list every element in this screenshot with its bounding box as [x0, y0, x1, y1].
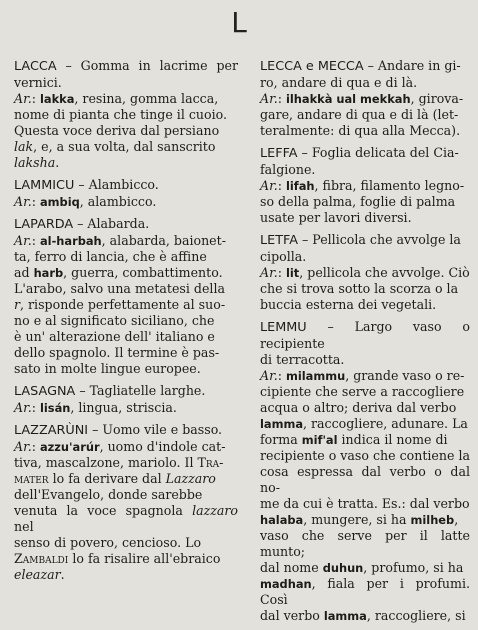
entry-text: Ar.: [14, 194, 32, 209]
entry-text: nome di pianta che tinge il cuoio.: [14, 107, 227, 122]
entry-line: [14, 567, 238, 583]
arabic-word: lamma: [323, 609, 367, 623]
arabic-word: lifah: [285, 179, 315, 193]
entry-text: , guerra, combattimento.: [63, 265, 223, 280]
entry-text: indica il nome di: [337, 432, 448, 447]
entry-line: [14, 233, 238, 249]
dictionary-entry: [260, 319, 470, 624]
entry-headword: LAPARDA: [14, 217, 74, 232]
entry-headword: LEMMU: [260, 320, 307, 335]
arabic-word: duhun: [322, 561, 364, 575]
entry-text: ro, andare di qua e di là.: [260, 75, 418, 90]
entry-line: [260, 352, 470, 368]
entry-definition: Alambicco.: [88, 177, 159, 192]
arabic-word: milheb: [410, 513, 455, 527]
entry-definition: Foglia delicata del Cia-: [311, 145, 459, 160]
entry-text: , e, a sua volta, dal sanscrito: [33, 139, 216, 154]
entry-definition: Uomo vile e basso.: [102, 422, 223, 437]
entry-text: r: [14, 297, 21, 312]
entry-definition: Largo vaso o recipiente: [260, 319, 470, 351]
entry-text: usate per lavori diversi.: [260, 210, 412, 225]
entry-line: [14, 329, 238, 345]
entry-text: , lingua, striscia.: [70, 400, 177, 415]
entry-text: lo fa risalire all'ebraico: [68, 551, 221, 566]
entry-line: [260, 123, 470, 139]
entry-text: , profumo, si ha: [363, 560, 464, 575]
entry-line: [14, 281, 238, 297]
entry-text: mater: [14, 471, 49, 486]
entry-dash: –: [56, 58, 81, 73]
section-letter: L: [231, 6, 247, 39]
arabic-word: lit: [285, 266, 300, 280]
entry-text: dello spagnolo. Il termine è pas-: [14, 345, 220, 360]
entry-text: venuta la voce spagnola: [14, 503, 193, 518]
entry-line: [260, 249, 470, 265]
entry-headword: LAMMICU: [14, 178, 75, 193]
entry-text: recipiente o vaso che contiene la: [260, 448, 470, 463]
entry-text: falgione.: [260, 162, 316, 177]
entry-text: dell'Evangelo, donde sarebbe: [14, 487, 203, 502]
right-column: [260, 58, 470, 630]
entry-text: Ar.: [14, 439, 32, 454]
entry-dash: –: [73, 216, 88, 231]
entry-line: [14, 155, 238, 171]
entry-headword: LACCA: [14, 59, 57, 74]
entry-text: , alambicco.: [79, 194, 157, 209]
entry-text: :: [31, 233, 40, 248]
left-column: [14, 58, 238, 589]
entry-text: Ar.: [14, 400, 32, 415]
entry-text: :: [277, 91, 286, 106]
entry-line: [260, 432, 470, 448]
entry-text: ta, ferro di lancia, che è affine: [14, 249, 207, 264]
entry-line: [14, 439, 238, 455]
entry-text: Zambaldi: [14, 551, 69, 566]
entry-line: [14, 551, 238, 567]
entry-text: senso di povero, cencioso. Lo: [14, 535, 202, 550]
entry-line: [260, 560, 470, 576]
entry-dash: –: [363, 58, 378, 73]
entry-text: :: [277, 265, 286, 280]
entry-text: no e al significato siciliano, che: [14, 313, 215, 328]
entry-text: Ar.: [14, 233, 32, 248]
arabic-word: halaba: [260, 513, 304, 527]
entry-line: [260, 194, 470, 210]
arabic-word: azzu'arúr: [39, 440, 100, 454]
entry-text: Questa voce deriva dal persiano: [14, 123, 220, 138]
entry-text: teralmente: di qua alla Mecca).: [260, 123, 461, 138]
entry-text: .: [60, 567, 65, 582]
arabic-word: ambiq: [39, 195, 80, 209]
entry-text: laksha: [14, 155, 56, 170]
entry-line: [260, 210, 470, 226]
entry-line: [14, 487, 238, 503]
entry-line: [260, 448, 470, 464]
entry-text: , grande vaso o re-: [345, 368, 465, 383]
entry-headword: LETFA: [260, 233, 298, 248]
entry-definition: Andare in gi-: [377, 58, 461, 73]
entry-line: [14, 471, 238, 487]
arabic-word: madhan: [260, 577, 312, 591]
entry-line: [260, 265, 470, 281]
arabic-word: lakka: [39, 92, 75, 106]
entry-headword: LASAGNA: [14, 384, 76, 399]
entry-text: :: [277, 178, 286, 193]
entry-text: dal nome: [260, 560, 323, 575]
entry-dash: –: [297, 232, 313, 247]
arabic-word: mif'al: [301, 433, 338, 447]
entry-line: [260, 368, 470, 384]
entry-line: [14, 139, 238, 155]
entry-text: ,: [454, 512, 459, 527]
entry-text: cipiente che serve a raccogliere: [260, 384, 465, 399]
entry-text: Ar.: [14, 91, 32, 106]
entry-line: [260, 400, 470, 416]
entry-line: [260, 464, 470, 496]
entry-definition: Tagliatelle larghe.: [89, 383, 206, 398]
entry-text: vaso che serve per il latte munto;: [260, 528, 470, 559]
entry-text: Ar.: [260, 368, 278, 383]
entry-line: [260, 162, 470, 178]
entry-dash: –: [297, 145, 312, 160]
entry-line: [260, 178, 470, 194]
entry-text: so della palma, foglie di palma: [260, 194, 456, 209]
entry-text: , fibra, filamento legno-: [314, 178, 465, 193]
entry-text: forma: [260, 432, 302, 447]
entry-dash: –: [88, 422, 103, 437]
entry-text: ad: [14, 265, 34, 280]
entry-text: acqua o altro; deriva dal verbo: [260, 400, 457, 415]
entry-line: [260, 608, 470, 624]
entry-line: [260, 281, 470, 297]
entry-text: , resina, gomma lacca,: [74, 91, 219, 106]
arabic-word: ilhakkà ual mekkah: [285, 92, 411, 106]
entry-line: [260, 297, 470, 313]
entry-line: [260, 576, 470, 608]
entry-text: Ar.: [260, 91, 278, 106]
entry-text: dal verbo: [260, 608, 324, 623]
entry-dash: –: [74, 177, 89, 192]
entry-text: me da cui è tratta. Es.: dal verbo: [260, 496, 470, 511]
entry-text: , alabarda, baionet-: [101, 233, 226, 248]
arabic-word: milammu: [285, 369, 346, 383]
entry-text: , fiala per i profumi. Così: [260, 576, 470, 607]
entry-definition: Pellicola che avvolge la: [312, 232, 461, 247]
entry-line: [260, 107, 470, 123]
dictionary-entry: [14, 216, 238, 377]
entry-headword: LAZZARÙNI: [14, 423, 89, 438]
arabic-word: harb: [33, 266, 64, 280]
dictionary-entry: [14, 383, 238, 416]
entry-text: eleazar: [14, 567, 61, 582]
entry-text: cosa espressa dal verbo o dal no-: [260, 464, 470, 495]
entry-text: buccia esterna dei vegetali.: [260, 297, 437, 312]
entry-text: lo fa derivare dal: [48, 471, 166, 486]
arabic-word: lamma: [260, 417, 304, 431]
entry-line: [14, 265, 238, 281]
entry-headword: LEFFA: [260, 146, 298, 161]
entry-text: :: [31, 91, 40, 106]
dictionary-entry: [260, 58, 470, 139]
entry-line: [14, 123, 238, 139]
entry-text: è un' alterazione dell' italiano e: [14, 329, 215, 344]
entry-line: [260, 91, 470, 107]
dictionary-entry: [260, 145, 470, 226]
entry-line: [14, 107, 238, 123]
entry-text: , mungere, si ha: [303, 512, 411, 527]
entry-dash: –: [75, 383, 90, 398]
entry-text: Ar.: [260, 178, 278, 193]
entry-line: [14, 249, 238, 265]
dictionary-entry: [260, 232, 470, 313]
dictionary-entry: [14, 58, 238, 171]
entry-line: [260, 528, 470, 560]
entry-text: di terracotta.: [260, 352, 345, 367]
entry-headword: LECCA e MECCA: [260, 59, 364, 74]
arabic-word: al-harbah: [39, 234, 102, 248]
entry-text: :: [31, 194, 40, 209]
entry-text: nel: [14, 519, 34, 534]
entry-text: , raccogliere, adunare. La: [303, 416, 468, 431]
entry-text: :: [31, 400, 40, 415]
entry-line: [14, 313, 238, 329]
arabic-word: lisán: [39, 401, 71, 415]
entry-line: [260, 512, 470, 528]
entry-definition: Gomma in lacrime per vernici.: [14, 58, 239, 90]
entry-line: [14, 503, 238, 535]
entry-line: [14, 361, 238, 377]
entry-text: che si trova sotto la scorza o la: [260, 281, 459, 296]
entry-line: [14, 194, 238, 210]
entry-text: , risponde perfettamente al suo-: [20, 297, 226, 312]
entry-line: [14, 345, 238, 361]
entry-text: , raccogliere, si: [366, 608, 466, 623]
dictionary-entry: [14, 177, 238, 210]
entry-line: [260, 75, 470, 91]
entry-line: [14, 91, 238, 107]
entry-line: [260, 496, 470, 512]
entry-line: [260, 384, 470, 400]
entry-text: .: [55, 155, 60, 170]
entry-text: sato in molte lingue europee.: [14, 361, 201, 376]
entry-text: lak: [14, 139, 34, 154]
entry-text: , girova-: [410, 91, 464, 106]
entry-text: :: [31, 439, 40, 454]
entry-line: [14, 455, 238, 471]
entry-line: [14, 297, 238, 313]
dictionary-entry: [14, 422, 238, 583]
entry-text: lazzaro: [192, 503, 238, 518]
entry-text: gare, andare di qua e di là (let-: [260, 107, 459, 122]
entry-text: tiva, mascalzone, mariolo. Il: [14, 455, 198, 470]
entry-text: :: [277, 368, 286, 383]
entry-dash: –: [306, 319, 355, 334]
entry-text: Lazzaro: [165, 471, 216, 486]
entry-line: [14, 535, 238, 551]
entry-definition: Alabarda.: [87, 216, 150, 231]
entry-text: , pellicola che avvolge. Ciò: [299, 265, 470, 280]
entry-text: cipolla.: [260, 249, 307, 264]
entry-text: , uomo d'indole cat-: [99, 439, 226, 454]
entry-line: [14, 400, 238, 416]
entry-text: L'arabo, salvo una metatesi della: [14, 281, 225, 296]
entry-text: Ar.: [260, 265, 278, 280]
entry-text: Tra-: [197, 455, 224, 470]
entry-line: [260, 416, 470, 432]
